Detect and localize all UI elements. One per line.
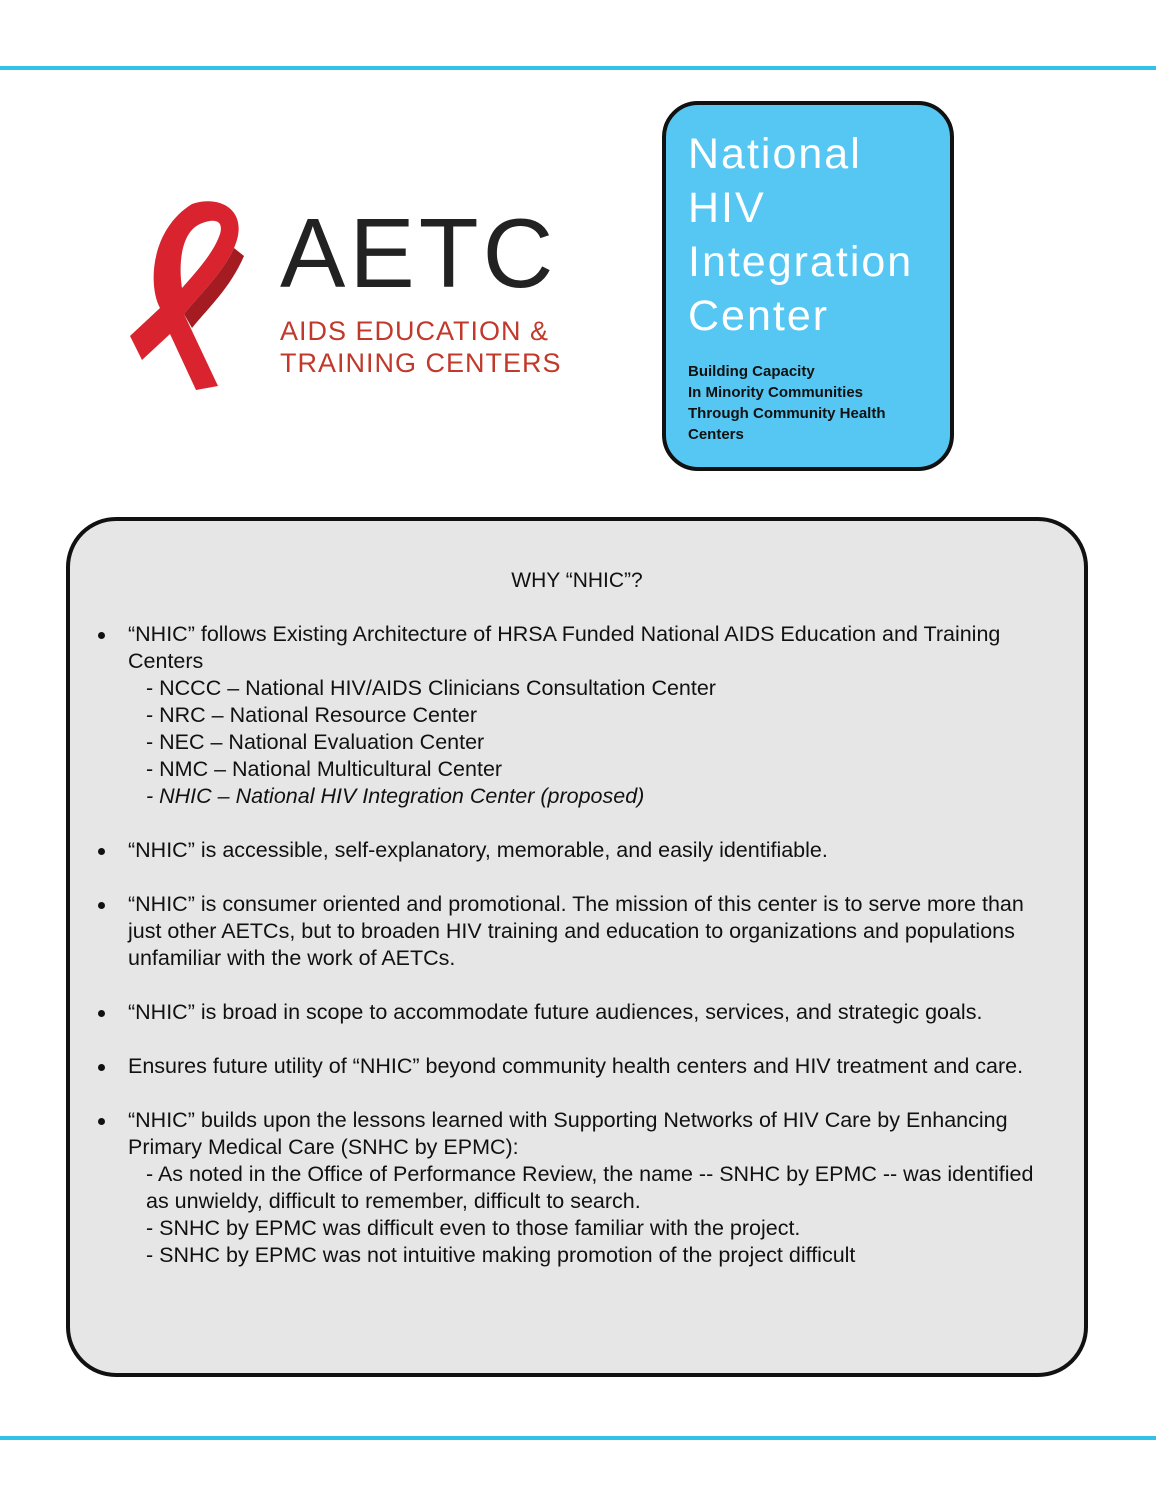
center-title	[688, 127, 930, 343]
logo-subtitle-line-1: AIDS EDUCATION &	[280, 316, 550, 346]
title-line: Center	[688, 292, 830, 340]
bullet-item	[92, 1053, 1062, 1080]
center-title-box	[662, 101, 954, 471]
section-heading: WHY “NHIC”?	[511, 569, 643, 592]
bullet-item	[92, 891, 1062, 972]
bullet-text: “NHIC” builds upon the lessons learned with Supporting Networks of HIV Care by Enhancing Primary Medical Care (SNHC by EPMC):	[128, 1108, 1008, 1159]
bullet-icon	[98, 848, 105, 855]
why-nhic-panel	[66, 517, 1088, 1377]
bullet-item	[92, 1107, 1062, 1269]
tagline-line: Building Capacity	[688, 363, 815, 380]
title-line: Integration	[688, 238, 914, 286]
bullet-text: “NHIC” is consumer oriented and promotional. The mission of this center is to serve more than just other AETCs, but to broaden HIV training and education to organizations and populations unfamiliar with the work of AETCs.	[128, 892, 1024, 970]
bullet-icon	[98, 632, 105, 639]
bullet-item	[92, 999, 1062, 1026]
sub-item-proposed: - NHIC – National HIV Integration Center (proposed)	[146, 784, 645, 808]
bullet-icon	[98, 1118, 105, 1125]
bullet-item	[92, 621, 1062, 810]
bullet-text: “NHIC” follows Existing Architecture of HRSA Funded National AIDS Education and Training Centers	[128, 622, 1001, 673]
bullet-icon	[98, 902, 105, 909]
logo-wordmark: AETC	[280, 198, 558, 308]
bullet-text: Ensures future utility of “NHIC” beyond community health centers and HIV treatment and care.	[128, 1054, 1024, 1078]
title-line: HIV	[688, 184, 766, 232]
bullet-icon	[98, 1010, 105, 1017]
tagline-line: In Minority Communities	[688, 384, 864, 401]
top-rule	[0, 66, 1156, 70]
sub-item: - NCCC – National HIV/AIDS Clinicians Consultation Center	[146, 676, 716, 700]
aetc-logo	[130, 190, 580, 390]
bullet-text: “NHIC” is accessible, self-explanatory, memorable, and easily identifiable.	[128, 838, 828, 862]
tagline-line: Centers	[688, 426, 744, 443]
sub-item: - NEC – National Evaluation Center	[146, 730, 485, 754]
bullet-list	[92, 621, 1062, 1296]
sub-item: - NRC – National Resource Center	[146, 703, 477, 727]
logo-subtitle-line-2: TRAINING CENTERS	[280, 348, 562, 378]
bottom-rule	[0, 1436, 1156, 1440]
bullet-item	[92, 837, 1062, 864]
sub-item: - As noted in the Office of Performance Review, the name -- SNHC by EPMC -- was identified as unwieldy, difficult to remember, difficult to search.	[146, 1162, 1034, 1213]
tagline	[688, 361, 930, 445]
tagline-line: Through Community Health	[688, 405, 886, 422]
bullet-text: “NHIC” is broad in scope to accommodate future audiences, services, and strategic goals.	[128, 1000, 983, 1024]
sub-item: - SNHC by EPMC was not intuitive making promotion of the project difficult	[146, 1243, 856, 1267]
title-line: National	[688, 130, 862, 178]
red-ribbon-icon	[130, 190, 280, 390]
sub-item: - SNHC by EPMC was difficult even to those familiar with the project.	[146, 1216, 801, 1240]
sub-item: - NMC – National Multicultural Center	[146, 757, 503, 781]
bullet-icon	[98, 1064, 105, 1071]
